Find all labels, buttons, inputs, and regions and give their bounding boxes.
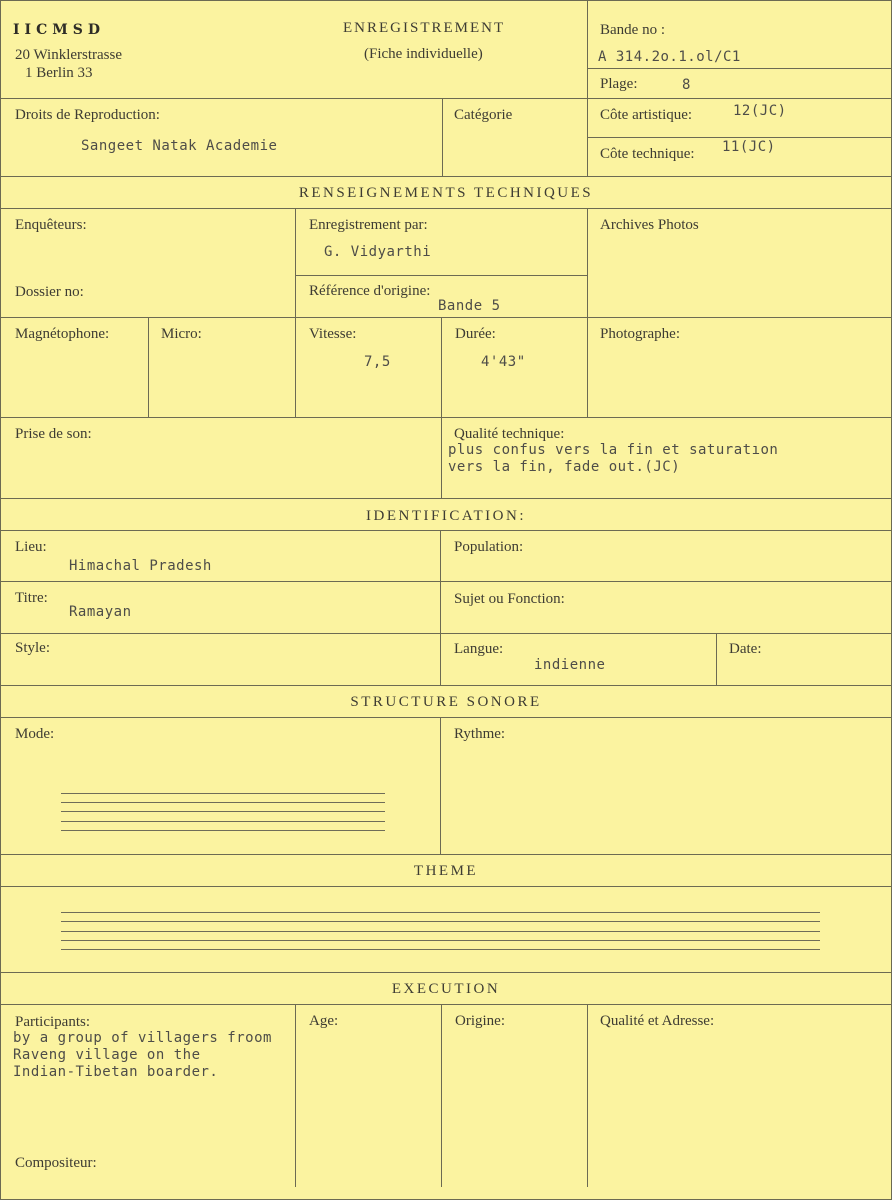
section-title-theme: THEME <box>413 863 479 879</box>
divider <box>295 1004 296 1187</box>
divider <box>1 972 891 973</box>
divider <box>587 208 588 417</box>
photographe-label: Photographe: <box>600 326 680 342</box>
date-label: Date: <box>729 641 762 657</box>
plage-value: 8 <box>682 77 691 93</box>
langue-label: Langue: <box>454 641 504 657</box>
langue-value: indienne <box>534 657 606 673</box>
section-title-execution: EXECUTION <box>391 981 501 997</box>
compositeur-label: Compositeur: <box>15 1155 97 1171</box>
enqueteurs-label: Enquêteurs: <box>15 217 87 233</box>
qualite-technique-label: Qualité technique: <box>454 426 565 442</box>
qualite-technique-value: plus confus vers la fin et saturatıon <box>448 442 779 458</box>
reference-value: Bande 5 <box>438 298 501 314</box>
duree-value: 4'43" <box>481 354 526 370</box>
enregistrement-par-label: Enregistrement par: <box>309 217 428 233</box>
staff-line <box>61 793 385 794</box>
categorie-label: Catégorie <box>454 107 513 123</box>
participants-value: Indian-Tibetan boarder. <box>13 1064 219 1080</box>
divider <box>148 317 149 417</box>
cote-technique-label: Côte technique: <box>600 146 695 162</box>
titre-label: Titre: <box>15 590 48 606</box>
participants-value: by a group of villagers froom <box>13 1030 272 1046</box>
divider <box>441 317 442 498</box>
population-label: Population: <box>454 539 524 555</box>
divider <box>1 886 891 887</box>
staff-line <box>61 821 385 822</box>
divider <box>1 176 891 177</box>
cote-technique-value: 11(JC) <box>722 139 776 155</box>
staff-line <box>61 940 820 941</box>
staff-line <box>61 921 820 922</box>
magnetophone-label: Magnétophone: <box>15 326 110 342</box>
staff-line <box>61 931 820 932</box>
staff-line <box>61 949 820 950</box>
divider <box>295 275 587 276</box>
divider <box>1 98 891 99</box>
prise-de-son-label: Prise de son: <box>15 426 92 442</box>
divider <box>1 530 891 531</box>
staff-line <box>61 912 820 913</box>
section-title-structure: STRUCTURE SONORE <box>350 694 542 710</box>
divider <box>1 633 891 634</box>
divider <box>1 1004 891 1005</box>
style-label: Style: <box>15 640 51 656</box>
divider <box>1 417 891 418</box>
institute-logo: IICMSD <box>13 22 105 38</box>
divider <box>440 530 441 685</box>
divider <box>1 854 891 855</box>
lieu-value: Himachal Pradesh <box>69 558 212 574</box>
divider <box>587 1 588 176</box>
cote-artistique-label: Côte artistique: <box>600 107 693 123</box>
dossier-label: Dossier no: <box>15 284 84 300</box>
divider <box>1 717 891 718</box>
divider <box>587 137 891 138</box>
cote-artistique-value: 12(JC) <box>733 103 787 119</box>
titre-value: Ramayan <box>69 604 132 620</box>
vitesse-value: 7,5 <box>364 354 391 370</box>
divider <box>1 208 891 209</box>
divider <box>441 1004 442 1187</box>
droits-value: Sangeet Natak Academie <box>81 138 278 154</box>
divider <box>587 1004 588 1187</box>
divider <box>1 498 891 499</box>
bande-value: A 314.2o.1.ol/C1 <box>598 49 741 65</box>
participants-label: Participants: <box>15 1014 90 1030</box>
origine-label: Origine: <box>455 1013 505 1029</box>
lieu-label: Lieu: <box>15 539 47 555</box>
section-title-technical: RENSEIGNEMENTS TECHNIQUES <box>298 185 594 201</box>
micro-label: Micro: <box>161 326 202 342</box>
plage-label: Plage: <box>600 76 638 92</box>
divider <box>716 633 717 685</box>
archives-label: Archives Photos <box>600 217 699 233</box>
reference-label: Référence d'origine: <box>309 283 431 299</box>
section-title-identification: IDENTIFICATION: <box>366 508 526 524</box>
mode-label: Mode: <box>15 726 55 742</box>
qualite-technique-value: vers la fin, fade out.(JC) <box>448 459 681 475</box>
divider <box>440 717 441 854</box>
divider <box>1 685 891 686</box>
participants-value: Raveng village on the <box>13 1047 201 1063</box>
form-title: ENREGISTREMENT <box>343 20 506 36</box>
divider <box>442 98 443 176</box>
staff-line <box>61 811 385 812</box>
duree-label: Durée: <box>455 326 496 342</box>
divider <box>1 581 891 582</box>
droits-label: Droits de Reproduction: <box>15 107 160 123</box>
sujet-label: Sujet ou Fonction: <box>454 591 565 607</box>
enregistrement-par-value: G. Vidyarthi <box>324 244 432 260</box>
form-subtitle: (Fiche individuelle) <box>364 46 483 62</box>
address-line: 1 Berlin 33 <box>25 65 93 81</box>
bande-label: Bande no : <box>600 22 665 38</box>
divider <box>1 317 891 318</box>
divider <box>295 208 296 417</box>
staff-line <box>61 802 385 803</box>
vitesse-label: Vitesse: <box>309 326 357 342</box>
qualite-adresse-label: Qualité et Adresse: <box>600 1013 715 1029</box>
staff-line <box>61 830 385 831</box>
rythme-label: Rythme: <box>454 726 506 742</box>
age-label: Age: <box>309 1013 339 1029</box>
address-line: 20 Winklerstrasse <box>15 47 123 63</box>
divider <box>587 68 891 69</box>
